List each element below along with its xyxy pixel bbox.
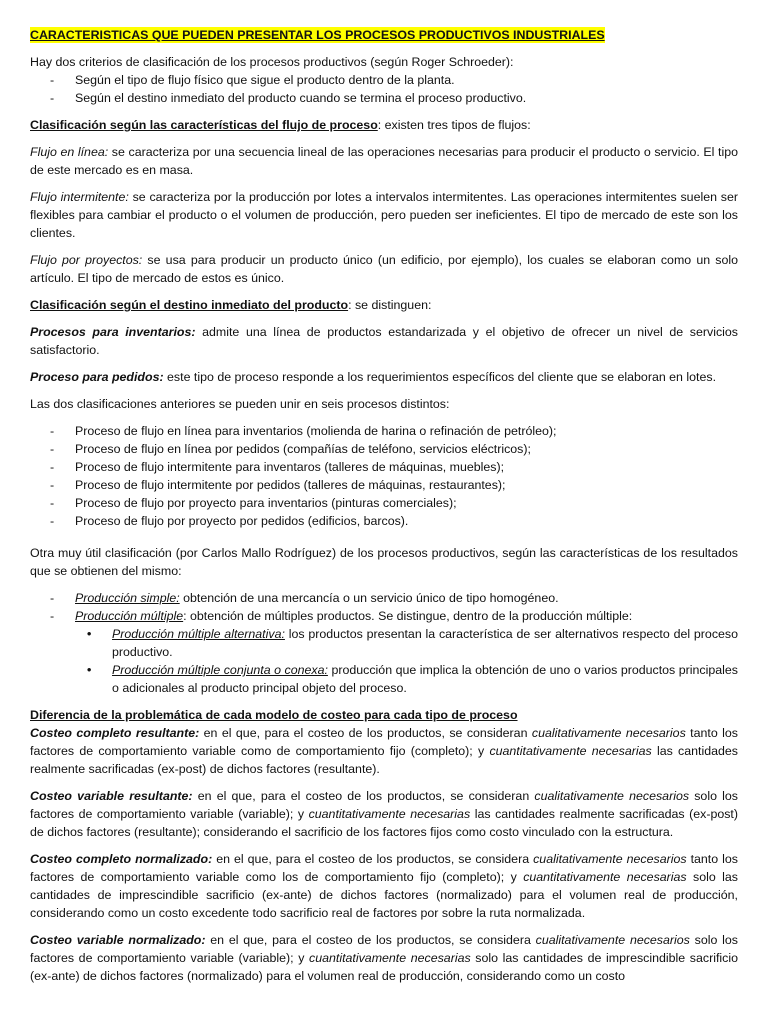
pedidos-paragraph: Proceso para pedidos: este tipo de proceso responde a los requerimientos específicos del cliente que se elaboran en lotes. [30, 370, 717, 384]
costeo-variable-resultante: Costeo variable resultante: en el que, para el costeo de los productos, se consideran cualitativamente necesarios solo los factores de comportamiento variable (variable); y cuantitativamente necesarias las cantidades realmente sacrificadas (ex-post) de dichos factores (resultante); considerando el sacrificio de los factores fijos como costo vinculado con la estructura. [30, 789, 738, 839]
costeo-completo-resultante: Costeo completo resultante: en el que, para el costeo de los productos, se consideran cualitativamente necesarios tanto los factores de comportamiento variable como de comportamiento fijo (completo); y cuantitativamente necesarias las cantidades realmente sacrificadas (ex-post) de dichos factores (resultante). [30, 726, 738, 776]
multiple-sublist [75, 625, 738, 697]
flujo-heading: Clasificación según las características del flujo de proceso: existen tres tipos de flujos: [30, 118, 531, 132]
flujo-intermitente-paragraph: Flujo intermitente: se caracteriza por la producción por lotes a intervalos intermitentes. Las operaciones intermitentes suelen ser flexibles para cambiar el producto o el volumen de producción, pero pueden ser ineficientes. El tipo de mercado de este son los clientes. [30, 190, 738, 240]
list-item: - Según el destino inmediato del producto cuando se termina el proceso productivo. [30, 89, 738, 107]
costeo-heading: Diferencia de la problemática de cada modelo de costeo para cada tipo de proceso [30, 708, 518, 722]
costeo-variable-normalizado: Costeo variable normalizado: en el que, para el costeo de los productos, se considera cualitativamente necesarios solo los factores de comportamiento variable (variable); y cuantitativamente necesarias solo las cantidades de imprescindible sacrificio (ex-ante) de dichos factores (normalizado) para el volumen real de producción, considerando como un costo [30, 933, 738, 983]
list-item: - Producción simple: obtención de una mercancía o un servicio único de tipo homogéneo. [30, 589, 738, 607]
list-item: • Producción múltiple alternativa: los productos presentan la característica de ser alternativos respecto del proceso productivo. [75, 625, 738, 661]
intro-text: Hay dos criterios de clasificación de los procesos productivos (según Roger Schroeder): [30, 55, 514, 69]
document-page [30, 26, 738, 994]
mallo-list [30, 589, 738, 697]
list-item: - Proceso de flujo intermitente para inventaros (talleres de máquinas, muebles); [30, 458, 738, 476]
list-item: - Proceso de flujo intermitente por pedidos (talleres de máquinas, restaurantes); [30, 476, 738, 494]
page-title-line [30, 26, 738, 44]
page-title: CARACTERISTICAS QUE PUEDEN PRESENTAR LOS PROCESOS PRODUCTIVOS INDUSTRIALES [30, 28, 605, 42]
list-item: - Proceso de flujo en línea para inventarios (molienda de harina o refinación de petróleo); [30, 422, 738, 440]
list-item: - Proceso de flujo por proyecto para inventarios (pinturas comerciales); [30, 494, 738, 512]
seis-list [30, 422, 738, 530]
list-item: - Producción múltiple: obtención de múltiples productos. Se distingue, dentro de la producción múltiple: • Producción múltiple alternativa: los productos presentan la característica de ser alternativos respecto del proceso productivo. • Producción múltiple conjunta o conexa: producción que implica la obtención de uno o varios productos principales o adicionales al producto principal objeto del proceso. [30, 607, 738, 697]
costeo-completo-normalizado: Costeo completo normalizado: en el que, para el costeo de los productos, se considera cualitativamente necesarios tanto los factores de comportamiento variable como los de comportamiento fijo (completo); y cuantitativamente necesarias solo las cantidades de imprescindible sacrificio (ex-ante) de dichos factores (normalizado) para el volumen real de producción, considerando como un costo excedente todo sacrificio real de factores por sobre la ruta normalizada. [30, 852, 738, 920]
list-item: - Proceso de flujo en línea por pedidos (compañías de teléfono, servicios eléctricos); [30, 440, 738, 458]
flujo-proyectos-paragraph: Flujo por proyectos: se usa para producir un producto único (un edificio, por ejemplo), los cuales se elaboran como un solo artículo. El tipo de mercado de estos es único. [30, 253, 739, 285]
destino-heading: Clasificación según el destino inmediato del producto: se distinguen: [30, 298, 432, 312]
flujo-linea-paragraph: Flujo en línea: se caracteriza por una secuencia lineal de las operaciones necesarias para producir el producto o servicio. El tipo de este mercado es en masa. [30, 145, 739, 177]
intro-list [30, 71, 738, 107]
list-item: - Según el tipo de flujo físico que sigue el producto dentro de la planta. [30, 71, 738, 89]
inventarios-paragraph: Procesos para inventarios: admite una línea de productos estandarizada y el objetivo de ofrecer un nivel de servicios satisfactorio. [30, 325, 739, 357]
list-item: - Proceso de flujo por proyecto por pedidos (edificios, barcos). [30, 512, 738, 530]
list-item: • Producción múltiple conjunta o conexa: producción que implica la obtención de uno o varios productos principales o adicionales al producto principal objeto del proceso. [75, 661, 738, 697]
seis-intro: Las dos clasificaciones anteriores se pueden unir en seis procesos distintos: [30, 397, 450, 411]
mallo-intro: Otra muy útil clasificación (por Carlos Mallo Rodríguez) de los procesos productivos, según las características de los resultados que se obtienen del mismo: [30, 546, 738, 578]
